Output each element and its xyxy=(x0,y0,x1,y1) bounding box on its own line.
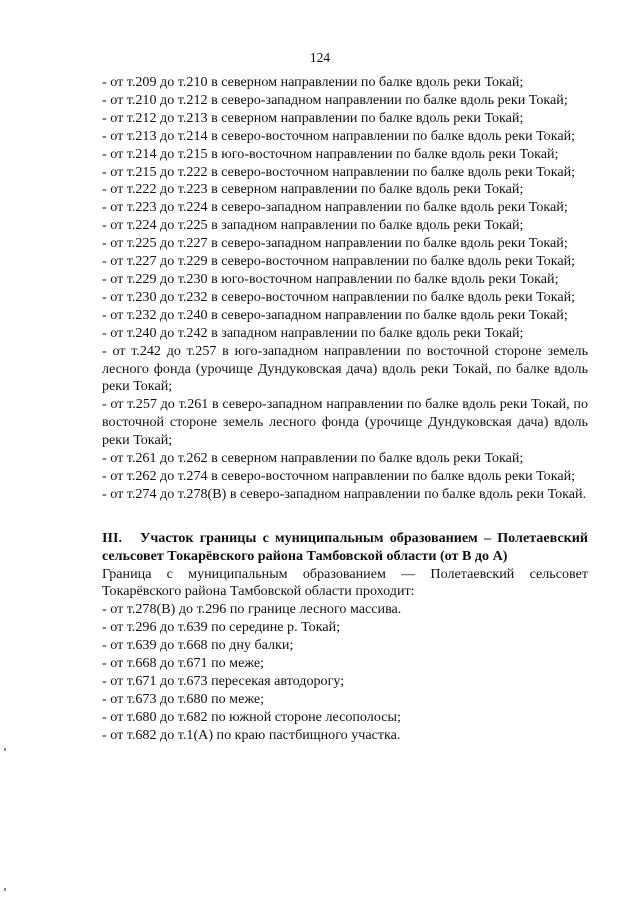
list-item: - от т.680 до т.682 по южной стороне лесополосы; xyxy=(102,708,401,725)
list-item: - от т.257 до т.261 в северо-западном направлении по балке вдоль реки Токай, по восточной стороне земель лесного фонда (урочище Дундуковская дача) вдоль реки Токай; xyxy=(102,396,588,449)
list-item: - от т.278(В) до т.296 по границе лесного массива. xyxy=(102,601,402,618)
list-item: - от т.227 до т.229 в северо-восточном направлении по балке вдоль реки Токай; xyxy=(102,253,576,270)
list-item: - от т.274 до т.278(В) в северо-западном направлении по балке вдоль реки Токай. xyxy=(102,485,587,502)
section-gap xyxy=(102,504,588,530)
list-item: - от т.230 до т.232 в северо-восточном направлении по балке вдоль реки Токай; xyxy=(102,288,576,305)
list-item: - от т.682 до т.1(А) по краю пастбищного участка. xyxy=(102,726,401,743)
list-item: - от т.639 до т.668 по дну балки; xyxy=(102,637,294,654)
section-number: III. xyxy=(102,529,122,546)
list-item: - от т.210 до т.212 в северо-западном направлении по балке вдоль реки Токай; xyxy=(102,91,568,108)
list-item: - от т.214 до т.215 в юго-восточном направлении по балке вдоль реки Токай; xyxy=(102,145,559,162)
list-item: - от т.223 до т.224 в северо-западном направлении по балке вдоль реки Токай; xyxy=(102,199,568,216)
section-intro: Граница с муниципальным образованием — Полетаевский сельсовет Токарёвского района Тамбовской области проходит: xyxy=(102,565,588,600)
boundary-list-top xyxy=(102,74,588,504)
list-item: - от т.668 до т.671 по меже; xyxy=(102,655,265,672)
page-number: 124 xyxy=(309,50,331,65)
list-item: - от т.224 до т.225 в западном направлении по балке вдоль реки Токай; xyxy=(102,217,524,234)
list-item: - от т.212 до т.213 в северном направлении по балке вдоль реки Токай; xyxy=(102,109,524,126)
list-item: - от т.673 до т.680 по меже; xyxy=(102,690,265,707)
scan-mark xyxy=(4,888,6,891)
scan-mark xyxy=(4,748,6,751)
list-item: - от т.215 до т.222 в северо-восточном направлении по балке вдоль реки Токай; xyxy=(102,163,576,180)
list-item: - от т.262 до т.274 в северо-восточном направлении по балке вдоль реки Токай; xyxy=(102,467,576,484)
list-item: - от т.213 до т.214 в северо-восточном направлении по балке вдоль реки Токай; xyxy=(102,127,576,144)
section-heading xyxy=(102,530,588,566)
list-item: - от т.225 до т.227 в северо-западном направлении по балке вдоль реки Токай; xyxy=(102,235,568,252)
list-item: - от т.209 до т.210 в северном направлении по балке вдоль реки Токай; xyxy=(102,74,524,90)
list-item: - от т.261 до т.262 в северном направлении по балке вдоль реки Токай; xyxy=(102,450,524,467)
list-item: - от т.229 до т.230 в юго-восточном направлении по балке вдоль реки Токай; xyxy=(102,270,559,287)
document-body xyxy=(102,74,588,745)
list-item: - от т.671 до т.673 пересекая автодорогу; xyxy=(102,673,345,689)
section-iii xyxy=(102,530,588,745)
list-item: - от т.242 до т.257 в юго-западном направлении по восточной стороне земель лесного фонда (урочище Дундуковская дача) вдоль реки Токай, по балке вдоль реки Токай; xyxy=(102,342,588,395)
list-item: - от т.240 до т.242 в западном направлении по балке вдоль реки Токай; xyxy=(102,324,524,341)
section-title: Участок границы с муниципальным образованием – Полетаевский сельсовет Токарёвского района Тамбовской области (от В до А) xyxy=(102,529,588,564)
list-item: - от т.222 до т.223 в северном направлении по балке вдоль реки Токай; xyxy=(102,181,524,198)
list-item: - от т.296 до т.639 по середине р. Токай; xyxy=(102,619,341,636)
list-item: - от т.232 до т.240 в северо-западном направлении по балке вдоль реки Токай; xyxy=(102,306,568,323)
